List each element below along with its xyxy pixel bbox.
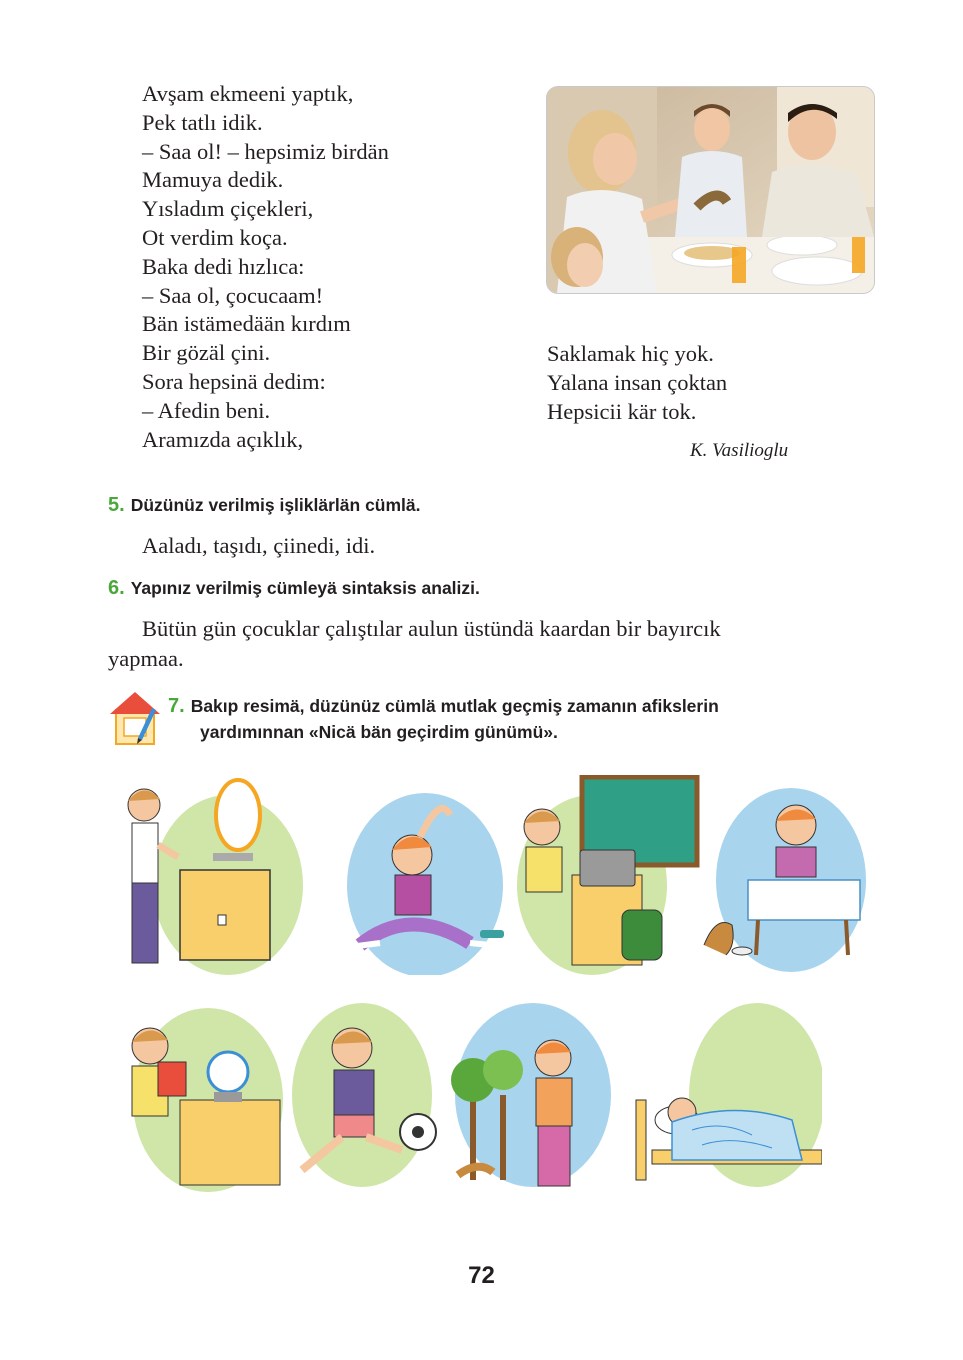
boy-football-illustration xyxy=(262,1000,452,1200)
poem-line: Yalana insan çoktan xyxy=(547,369,728,395)
poem-line: Yısladım çiçekleri, xyxy=(142,196,314,222)
poem-line: Ot verdim koça. xyxy=(142,224,288,250)
poem-right-column xyxy=(547,340,867,426)
poem-line: Pek tatlı idik. xyxy=(142,109,263,135)
poem-line: Hepsicii kär tok. xyxy=(547,398,697,424)
poem-line: Baka dedi hızlıca: xyxy=(142,253,305,279)
poem-line: Aramızda açıklık, xyxy=(142,426,304,452)
task-instruction-line1: Bakıp resimä, düzünüz cümlä mutlak geçmiş zamanın afikslerin xyxy=(190,696,719,716)
poem-line: Saklamak hiç yok. xyxy=(547,341,714,366)
task-6-instruction xyxy=(108,577,480,600)
poem-line: Avşam ekmeeni yaptık, xyxy=(142,81,354,106)
poem-line: Sora hepsinä dedim: xyxy=(142,368,326,394)
poem-line: – Afedin beni. xyxy=(142,397,271,423)
poem-line: – Saa ol! – hepsimiz birdän xyxy=(142,138,389,164)
task-6-text-line1: Bütün gün çocuklar çalıştılar aulun üstündä kaardan bir bayırcık xyxy=(142,616,721,641)
girl-eating-illustration xyxy=(696,775,886,975)
task-number: 5. xyxy=(108,494,125,516)
child-sleeping-illustration xyxy=(632,1000,822,1200)
poem-line: Bän istämedään kırdım xyxy=(142,311,351,337)
task-instruction-text: Yapınız verilmiş cümleyä sintaksis analizi. xyxy=(130,578,480,598)
boy-walking-dog-illustration xyxy=(448,1000,638,1200)
task-7-instruction xyxy=(168,693,888,745)
task-number: 7. xyxy=(168,695,185,717)
page-number: 72 xyxy=(468,1262,495,1289)
boy-laptop-illustration xyxy=(512,775,702,975)
poem-left-column xyxy=(142,80,522,454)
poem-line: – Saa ol, çocucaam! xyxy=(142,282,324,308)
task-instruction-text: Düzünüz verilmiş işliklärlän cümlä. xyxy=(130,495,421,515)
poem-author: K. Vasilioglu xyxy=(690,440,789,461)
task-5-text: Aaladı, taşıdı, çiinedi, idi. xyxy=(142,533,376,558)
family-dinner-photo xyxy=(546,86,875,294)
boy-washing-illustration xyxy=(118,775,308,975)
task-number: 6. xyxy=(108,577,125,599)
house-pencil-icon xyxy=(108,688,160,748)
girl-exercising-illustration xyxy=(340,775,530,975)
poem-line: Mamuya dedik. xyxy=(142,167,284,193)
task-5-instruction xyxy=(108,494,421,517)
poem-line: Bir gözäl çini. xyxy=(142,340,271,366)
task-instruction-line2: yardımınnan «Nicä bän geçirdim günümü». xyxy=(200,722,558,742)
task-6-text-line2: yapmaa. xyxy=(108,646,184,671)
